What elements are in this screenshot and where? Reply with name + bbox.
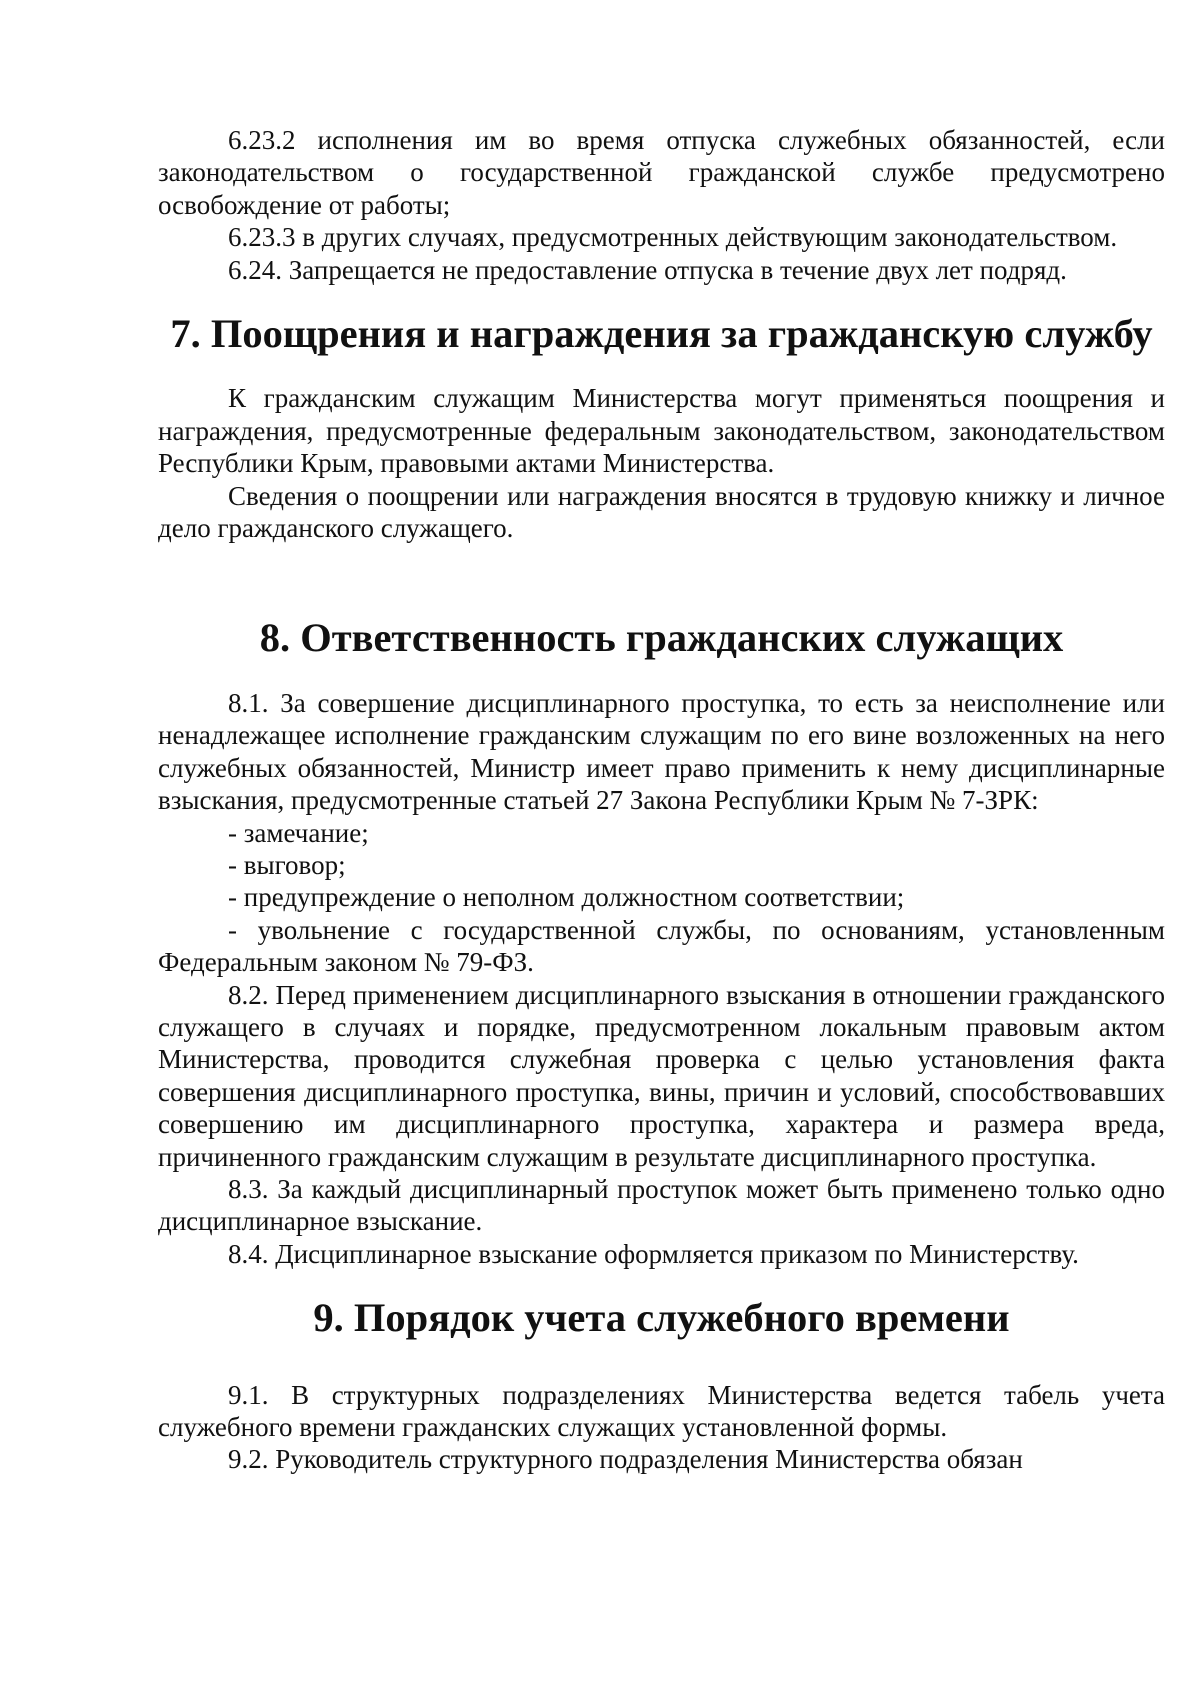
- paragraph-6-23-3: 6.23.3 в других случаях, предусмотренных действующим законодательством.: [228, 222, 1118, 253]
- penalty-item-warning: - предупреждение о неполном должностном соответствии;: [228, 882, 905, 913]
- paragraph-9-1: 9.1. В структурных подразделениях Министерства ведется табель учета служебного времени гражданских служащих установленной формы.: [158, 1379, 1165, 1442]
- paragraph-8-2: 8.2. Перед применением дисциплинарного взыскания в отношении гражданского служащего в случаях и порядке, предусмотренном локальным правовым актом Министерства, проводится служебная проверка с целью установления факта совершения дисциплинарного проступка, вины, причин и условий, способствовавших совершению им дисциплинарного проступка, характера и размера вреда, причиненного гражданским служащим в результате дисциплинарного проступка.: [158, 979, 1165, 1172]
- paragraph-6-23-2: 6.23.2 исполнения им во время отпуска служебных обязанностей, если законодательством о государственной гражданской службе предусмотрено освобождение от работы;: [158, 125, 1165, 220]
- paragraph-8-4: 8.4. Дисциплинарное взыскание оформляется приказом по Министерству.: [228, 1238, 1079, 1269]
- section-7-heading: 7. Поощрения и награждения за гражданскую службу: [170, 311, 1153, 357]
- penalty-item-dismissal: - увольнение с государственной службы, по основаниям, установленным Федеральным законом № 79-ФЗ.: [158, 914, 1165, 978]
- section-7-paragraph-1: К гражданским служащим Министерства могут применяться поощрения и награждения, предусмотренные федеральным законодательством, законодательством Республики Крым, правовыми актами Министерства.: [158, 383, 1165, 479]
- document-page: [158, 124, 1165, 1476]
- section-8-heading: 8. Ответственность гражданских служащих: [259, 615, 1064, 661]
- paragraph-8-1: 8.1. За совершение дисциплинарного проступка, то есть за неисполнение или ненадлежащее исполнение гражданским служащим по его вине возложенных на него служебных обязанностей, Министр имеет право применить к нему дисциплинарные взыскания, предусмотренные статьей 27 Закона Республики Крым № 7-ЗРК:: [158, 687, 1165, 816]
- paragraph-8-3: 8.3. За каждый дисциплинарный проступок может быть применено только одно дисциплинарное взыскание.: [158, 1173, 1165, 1237]
- section-9-heading: 9. Порядок учета служебного времени: [313, 1295, 1010, 1341]
- penalty-item-reprimand: - выговор;: [228, 849, 346, 880]
- paragraph-6-24: 6.24. Запрещается не предоставление отпуска в течение двух лет подряд.: [228, 254, 1067, 285]
- paragraph-9-2: 9.2. Руководитель структурного подразделения Министерства обязан: [228, 1444, 1023, 1475]
- section-7-paragraph-2: Сведения о поощрении или награждения вносятся в трудовую книжку и личное дело гражданского служащего.: [158, 480, 1165, 544]
- penalty-item-remark: - замечание;: [228, 817, 369, 848]
